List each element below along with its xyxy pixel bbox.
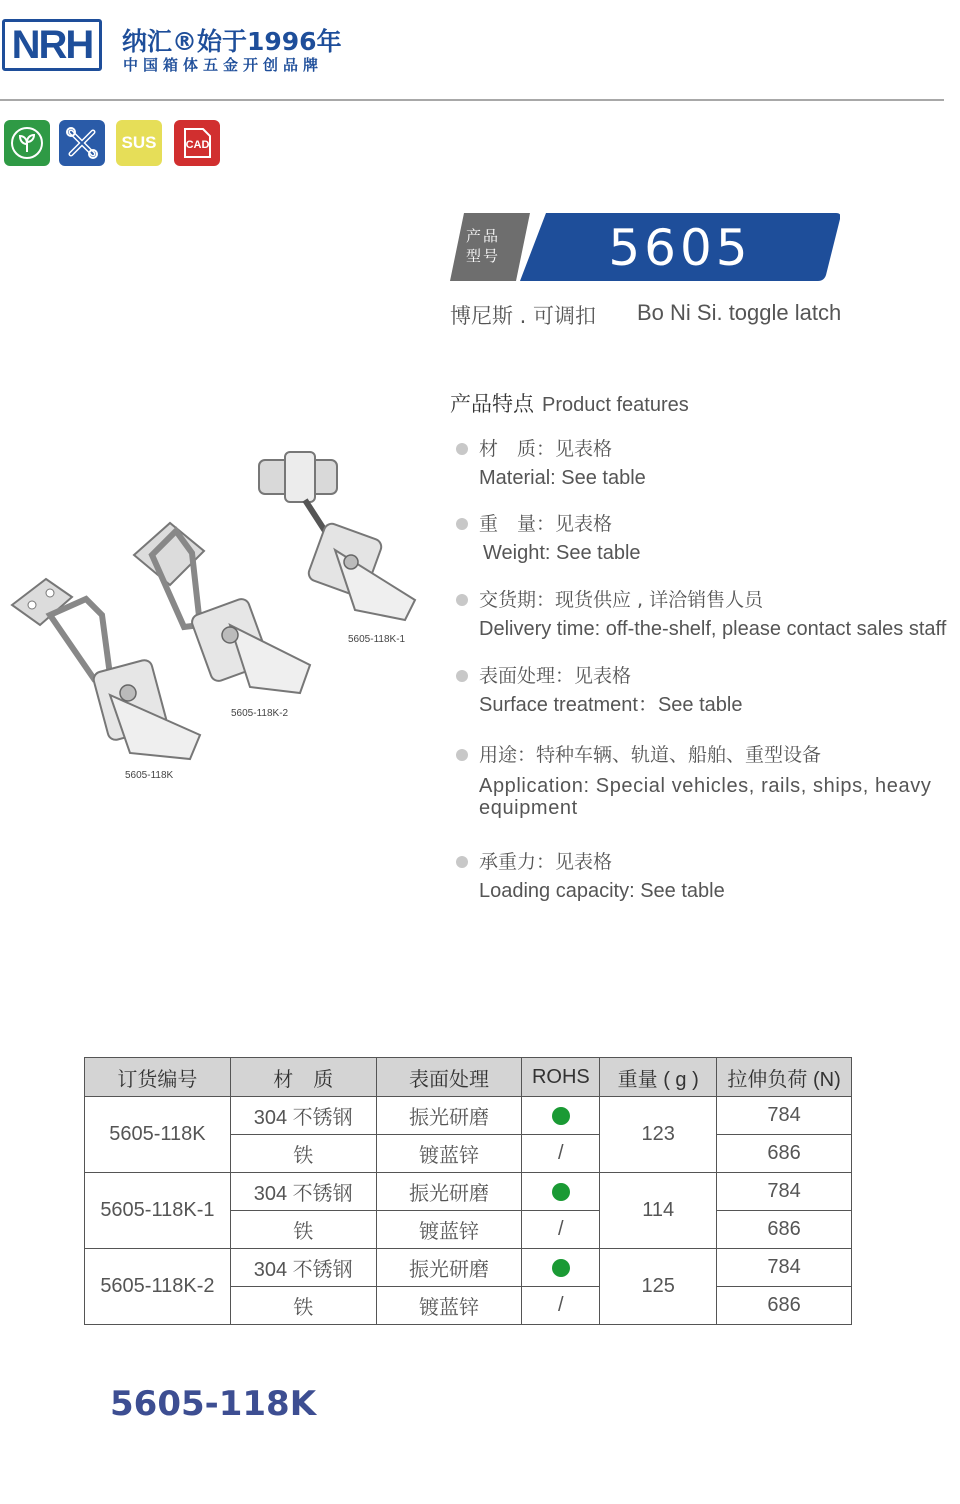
latch-image-118k bbox=[10, 575, 210, 765]
eco-icon bbox=[4, 120, 50, 166]
table-row bbox=[85, 1249, 852, 1287]
table-row bbox=[85, 1097, 852, 1135]
bullet-icon bbox=[456, 518, 468, 530]
sus-badge: SUS bbox=[116, 120, 162, 166]
brand-slogan: 纳汇®始于1996年 bbox=[122, 27, 342, 56]
section-model-title: 5605-118K bbox=[110, 1384, 317, 1424]
load-cell: 784 bbox=[717, 1173, 852, 1211]
header-weight: 重量 ( g ) bbox=[600, 1058, 717, 1097]
material-cell: 304 不锈钢 bbox=[230, 1249, 376, 1287]
cad-label: CAD bbox=[185, 139, 210, 151]
table-row bbox=[85, 1173, 852, 1211]
rohs-cell: / bbox=[522, 1287, 600, 1325]
order-code: 5605-118K-2 bbox=[85, 1249, 231, 1325]
product-name-en: Bo Ni Si. toggle latch bbox=[637, 300, 842, 325]
rohs-cell: / bbox=[522, 1211, 600, 1249]
latch-label-118k-2: 5605-118K-2 bbox=[231, 708, 289, 719]
finish-cell: 振光研磨 bbox=[376, 1097, 522, 1135]
material-cell: 304 不锈钢 bbox=[230, 1097, 376, 1135]
material-cell: 铁 bbox=[230, 1135, 376, 1173]
header-material: 材 质 bbox=[230, 1058, 376, 1097]
header-finish: 表面处理 bbox=[376, 1058, 522, 1097]
rohs-cell bbox=[522, 1249, 600, 1287]
material-cell: 铁 bbox=[230, 1211, 376, 1249]
bullet-icon bbox=[456, 670, 468, 682]
header-rohs: ROHS bbox=[522, 1058, 600, 1097]
rohs-cell bbox=[522, 1173, 600, 1211]
table-header-row bbox=[85, 1058, 852, 1097]
header-load: 拉伸负荷 (N) bbox=[717, 1058, 852, 1097]
rohs-compliant-icon bbox=[552, 1183, 570, 1201]
header-divider bbox=[0, 99, 944, 101]
rohs-cell: / bbox=[522, 1135, 600, 1173]
tools-icon bbox=[59, 120, 105, 166]
finish-cell: 振光研磨 bbox=[376, 1173, 522, 1211]
bullet-icon bbox=[456, 443, 468, 455]
load-cell: 784 bbox=[717, 1249, 852, 1287]
model-number: 5605 bbox=[608, 219, 752, 277]
load-cell: 784 bbox=[717, 1097, 852, 1135]
rohs-compliant-icon bbox=[552, 1259, 570, 1277]
product-name-cn: 博尼斯 . 可调扣 bbox=[450, 304, 597, 328]
header-code: 订货编号 bbox=[85, 1058, 231, 1097]
load-cell: 686 bbox=[717, 1287, 852, 1325]
weight-cell: 125 bbox=[600, 1249, 717, 1325]
latch-label-118k: 5605-118K bbox=[125, 770, 174, 781]
cad-icon bbox=[174, 120, 220, 166]
spec-table bbox=[84, 1057, 852, 1325]
finish-cell: 镀蓝锌 bbox=[376, 1135, 522, 1173]
rohs-compliant-icon bbox=[552, 1107, 570, 1125]
finish-cell: 振光研磨 bbox=[376, 1249, 522, 1287]
model-tag-label: 产品 型号 bbox=[466, 227, 501, 265]
bullet-icon bbox=[456, 856, 468, 868]
weight-cell: 123 bbox=[600, 1097, 717, 1173]
bullet-icon bbox=[456, 749, 468, 761]
weight-cell: 114 bbox=[600, 1173, 717, 1249]
load-cell: 686 bbox=[717, 1135, 852, 1173]
rohs-cell bbox=[522, 1097, 600, 1135]
finish-cell: 镀蓝锌 bbox=[376, 1287, 522, 1325]
material-cell: 304 不锈钢 bbox=[230, 1173, 376, 1211]
order-code: 5605-118K bbox=[85, 1097, 231, 1173]
finish-cell: 镀蓝锌 bbox=[376, 1211, 522, 1249]
material-cell: 铁 bbox=[230, 1287, 376, 1325]
brand-logo: NRH bbox=[2, 19, 102, 71]
brand-tagline: 中国箱体五金开创品牌 bbox=[123, 56, 324, 74]
latch-label-118k-1: 5605-118K-1 bbox=[348, 634, 406, 645]
order-code: 5605-118K-1 bbox=[85, 1173, 231, 1249]
bullet-icon bbox=[456, 594, 468, 606]
load-cell: 686 bbox=[717, 1211, 852, 1249]
features-title: 产品特点 Product features bbox=[450, 392, 689, 416]
